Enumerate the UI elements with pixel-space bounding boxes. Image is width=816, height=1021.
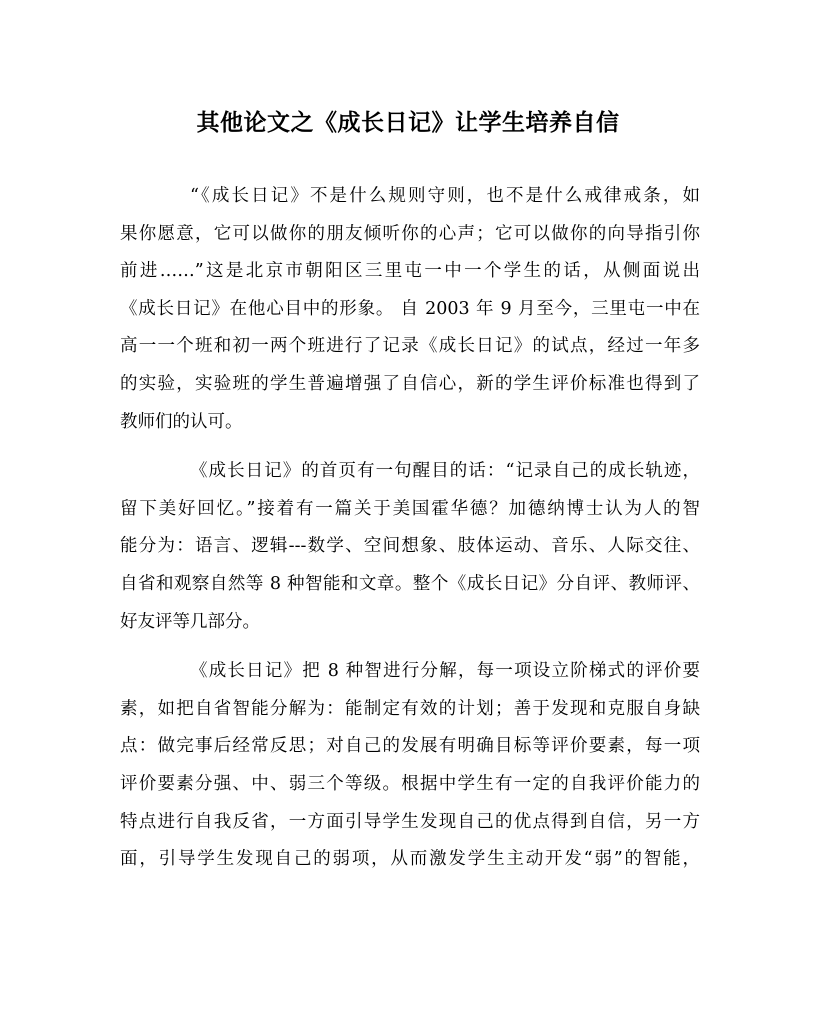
paragraph-1-line-5: 高一一个班和初一两个班进行了记录《成长日记》的试点，经过一年多 (120, 336, 700, 357)
paragraph-1-line-2: 果你愿意，它可以做你的朋友倾听你的心声；它可以做你的向导指引你 (120, 223, 700, 244)
paragraph-1-line-6: 的实验，实验班的学生普遍增强了自信心，新的学生评价标准也得到了 (120, 373, 700, 394)
paragraph-2-line-2: 留下美好回忆。”接着有一篇关于美国霍华德？加德纳博士认为人的智 (120, 498, 700, 519)
paragraph-gap (120, 441, 700, 453)
paragraph-1-line-7: 教师们的认可。 (120, 411, 243, 432)
paragraph-2-line-4: 自省和观察自然等 8 种智能和文章。整个《成长日记》分自评、教师评、 (120, 573, 700, 594)
paragraph-3-line-2: 素，如把自省智能分解为：能制定有效的计划；善于发现和克服自身缺 (120, 698, 700, 719)
paragraph-1-line-1: “《成长日记》不是什么规则守则，也不是什么戒律戒条，如 (190, 186, 700, 206)
paragraph-1-line-4: 《成长日记》在他心目中的形象。 自 2003 年 9 月至今，三里屯一中在 (120, 298, 700, 319)
paragraph-1-line-3: 前进……”这是北京市朝阳区三里屯一中一个学生的话，从侧面说出 (120, 261, 700, 282)
document-body (120, 178, 700, 879)
paragraph-gap (120, 641, 700, 653)
paragraph-3-line-4: 评价要素分强、中、弱三个等级。根据中学生有一定的自我评价能力的 (120, 773, 700, 794)
paragraph-3-line-1: 《成长日记》把 8 种智进行分解，每一项设立阶梯式的评价要 (190, 661, 700, 682)
paragraph-3-line-6: 面，引导学生发现自己的弱项，从而激发学生主动开发“弱”的智能， (120, 849, 700, 870)
paragraph-2-line-3: 能分为：语言、逻辑---数学、空间想象、肢体运动、音乐、人际交往、 (120, 536, 700, 557)
paragraph-3-line-5: 特点进行自我反省，一方面引导学生发现自己的优点得到自信，另一方 (120, 811, 700, 832)
paragraph-3-line-3: 点：做完事后经常反思；对自己的发展有明确目标等评价要素，每一项 (120, 736, 700, 757)
paragraph-2-line-1: 《成长日记》的首页有一句醒目的话：“记录自己的成长轨迹， (190, 461, 700, 482)
paragraph-2-line-5: 好友评等几部分。 (120, 611, 260, 632)
document-title: 其他论文之《成长日记》让学生培养自信 (196, 109, 620, 136)
